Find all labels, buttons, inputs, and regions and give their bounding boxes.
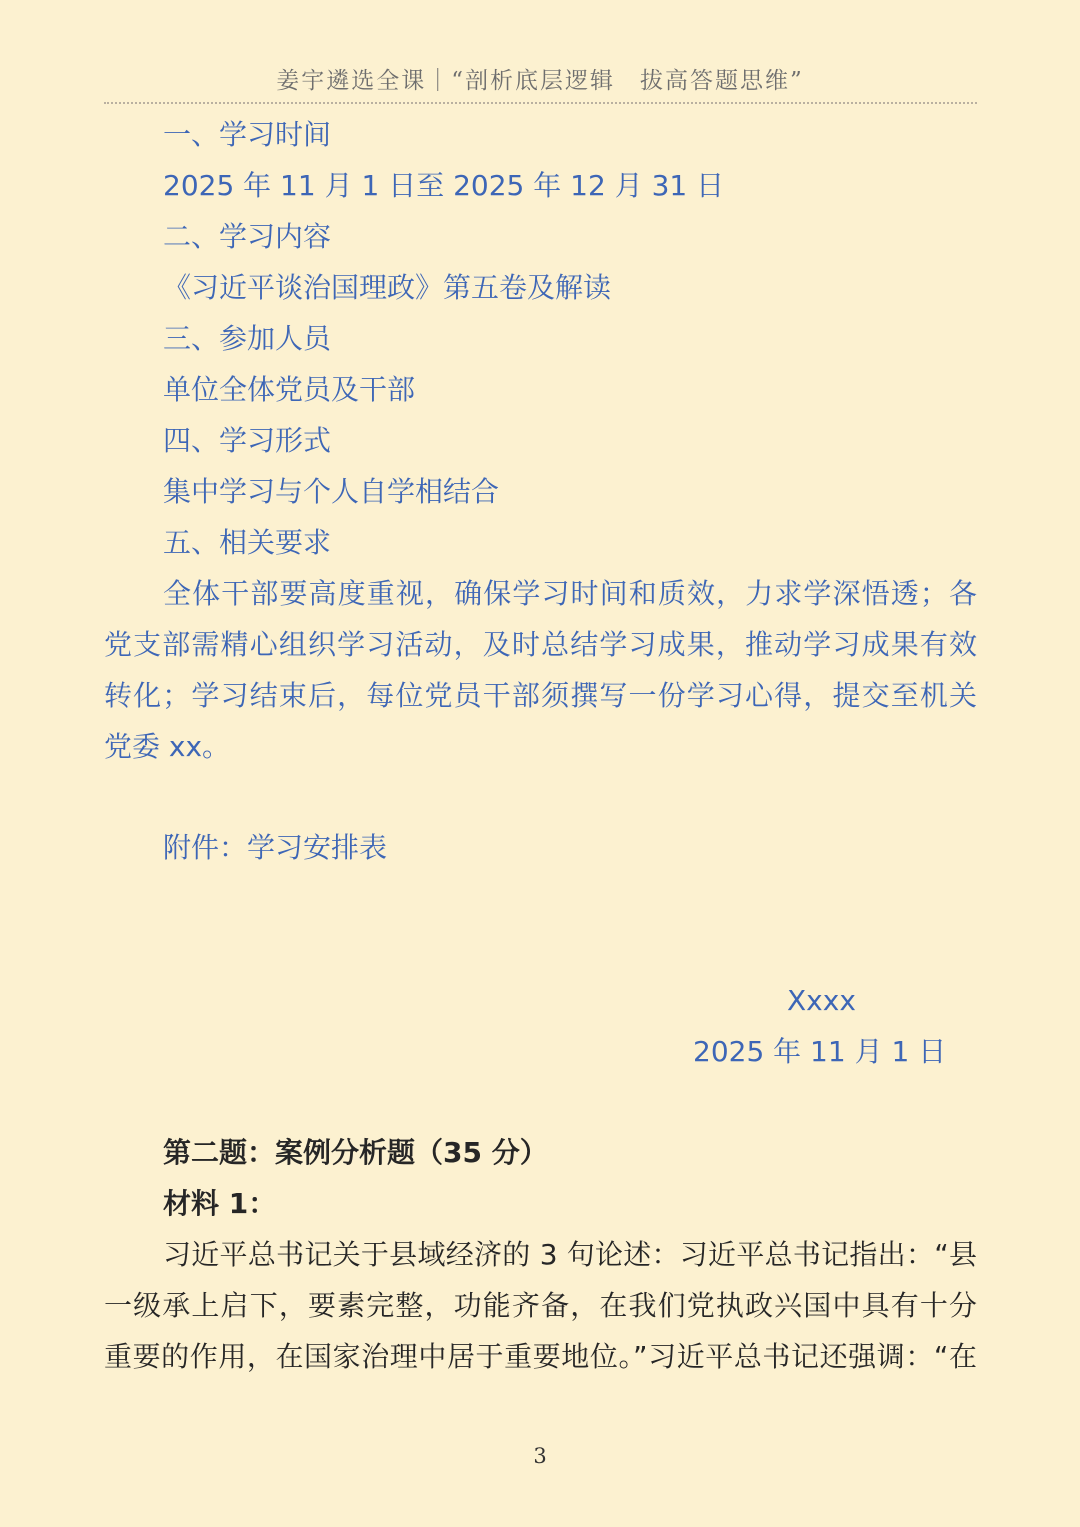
signature-date: 2025 年 11 月 1 日 — [693, 1035, 947, 1068]
requirements-line: 党委 xx。 — [104, 730, 231, 763]
page-number: 3 — [533, 1444, 547, 1468]
material-line: 习近平总书记关于县域经济的 3 句论述：习近平总书记指出：“县 — [163, 1238, 977, 1271]
requirements-line: 转化；学习结束后，每位党员干部须撰写一份学习心得，提交至机关 — [104, 679, 977, 712]
requirements-line: 全体干部要高度重视，确保学习时间和质效，力求学深悟透；各 — [163, 577, 977, 610]
study-period: 2025 年 11 月 1 日至 2025 年 12 月 31 日 — [163, 169, 725, 202]
material-line: 一级承上启下，要素完整，功能齐备，在我们党执政兴国中具有十分 — [104, 1289, 977, 1322]
study-format: 集中学习与个人自学相结合 — [163, 475, 500, 508]
question-title: 第二题：案例分析题（35 分） — [163, 1136, 548, 1169]
section-heading-time: 一、学习时间 — [163, 118, 332, 151]
section-heading-requirements: 五、相关要求 — [163, 526, 332, 559]
header-divider — [104, 102, 977, 104]
material-line: 重要的作用，在国家治理中居于重要地位。”习近平总书记还强调：“在 — [104, 1340, 977, 1373]
section-heading-content: 二、学习内容 — [163, 220, 332, 253]
section-heading-participants: 三、参加人员 — [163, 322, 332, 355]
study-content: 《习近平谈治国理政》第五卷及解读 — [163, 271, 612, 304]
participants: 单位全体党员及干部 — [163, 373, 416, 406]
section-heading-format: 四、学习形式 — [163, 424, 332, 457]
attachment-note: 附件：学习安排表 — [163, 831, 388, 864]
page-header: 姜宇遴选全课｜“剖析底层逻辑 拔高答题思维” — [276, 68, 804, 94]
requirements-line: 党支部需精心组织学习活动，及时总结学习成果，推动学习成果有效 — [104, 628, 977, 661]
signature: Xxxx — [787, 984, 856, 1017]
material-label: 材料 1： — [163, 1187, 277, 1220]
